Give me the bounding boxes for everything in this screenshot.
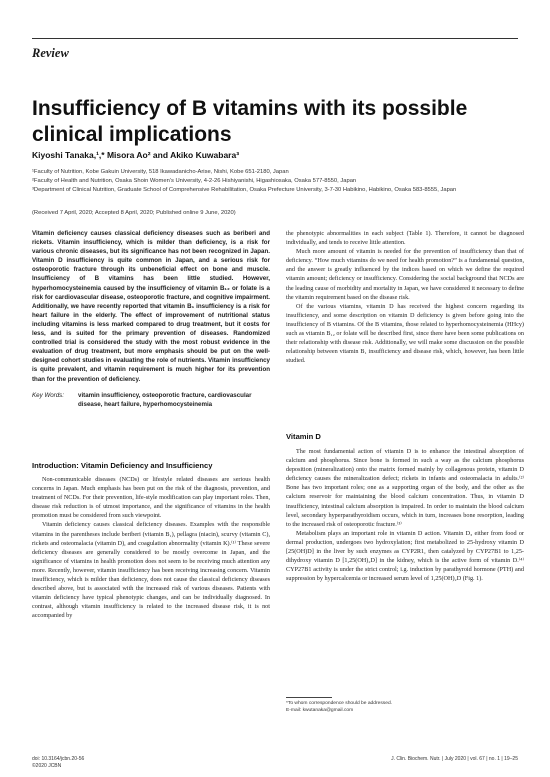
- vitamin-d-body: [286, 447, 524, 583]
- doi: doi: 10.3164/jcbn.20-56: [32, 756, 85, 762]
- paragraph: Metabolism plays an important role in vitamin D action. Vitamin D₃ either from food or dermal production, undergoes two hydroxylation; first metabolized to 25-hydroxy vitamin D [25(OH)D] in the liver by such enzymes as CYP2R1, then catalyzed by CYP27B1 to 1,25-dihydroxy vitamin D [1,25(OH)₂D] in the kidney, which is the active form of vitamin D.⁽⁴⁾ CYP27B1 activity is under the strict control; i.g. induction by parathyroid hormone (PTH) and suppression by hypercalcemia or increased serum level of 1,25(OH)₂D (Fig. 1).: [286, 529, 524, 583]
- header-rule: [32, 38, 518, 39]
- keywords-label: Key Words:: [32, 392, 64, 399]
- footer-left: [32, 756, 84, 770]
- affiliation-2: ²Faculty of Health and Nutrition, Osaka Shoin Women’s University, 4-2-26 Hishiyanishi, Higashiosaka, Osaka 577-8550, Japan: [32, 178, 357, 184]
- correspondence-note: *To whom correspondence should be addressed.: [286, 701, 393, 706]
- intro-heading: Introduction: Vitamin Deficiency and Insufficiency: [32, 461, 213, 470]
- footnote-rule: [286, 697, 332, 698]
- keywords-text: vitamin insufficiency, osteoporotic fracture, cardiovascular disease, heart failure, hyperhomocysteinemia: [78, 392, 252, 408]
- vitamin-d-heading: Vitamin D: [286, 432, 321, 441]
- paragraph: Non-communicable diseases (NCDs) or lifestyle related diseases are serious health concerns in Japan. Much emphasis has been put on the risk of the diagnosis, prevention, and treatment of NCDs. For their prevention, life-style modification can play important roles. Then, disease risk reduction is of utmost importance, and the significance of vitamins in the health promotion must be considered from such viewpoint.: [32, 476, 270, 520]
- affiliation-1: ¹Faculty of Nutrition, Kobe Gakuin University, 518 Ikawadanicho-Arise, Nishi, Kobe 651-2180, Japan: [32, 169, 289, 175]
- publication-dates: (Received 7 April, 2020; Accepted 8 April, 2020; Published online 9 June, 2020): [32, 210, 236, 216]
- footnote: [286, 700, 392, 714]
- paragraph: Much more amount of vitamin is needed for the prevention of insufficiency than that of deficiency. “How much vitamins do we need for health promotion?” is a fundamental question, and the answer is greatly influenced by the indices based on which we define the required vitamin amount; deficiency or insufficiency. Considering the social background that NCDs are the leading cause of morbidity and mortality in Japan, we have considered it necessary to define the vitamin requirement based on the disease risk.: [286, 248, 524, 301]
- footer-right: [391, 756, 518, 763]
- intro-body: [32, 475, 270, 621]
- keywords: [32, 391, 272, 409]
- email-note: E-mail: kwutanaka@gmail.com: [286, 708, 354, 713]
- abstract: Vitamin deficiency causes classical deficiency diseases such as beriberi and rickets. Vitamin insufficiency, which is milder than deficiency, is a risk for various chronic diseases, but its significance has not been recognized in Japan. Vitamin D insufficiency is quite common in Japan, and a serious risk for osteoporotic fracture through its unbeneficial effect on bone and muscle. Insufficiency of B vitamins has been little studied. However, hyperhomocysteinemia caused by the insufficiency of vitamin B₁₂ or folate is a risk for cardiovascular disease, osteoporotic fracture, and cognitive impairment. Additionally, we have recently reported that vitamin B₁ insufficiency is a risk for heart failure in the elderly. The effect of improvement of nutritional status including vitamins is less marked compared to drug treatment, but it costs for less, and is suited for the primary prevention of diseases. Randomized controlled trial is considered the study with the most robust evidence in the evaluation of drug treatment, but more emphasis should be put on the well-designed cohort studies in evaluating the role of nutrients. Vitamin insufficiency is quite prevalent, and vitamin requirement is much higher for its prevention than for the prevention of deficiency.: [32, 230, 270, 383]
- article-title: Insufficiency of B vitamins with its possible clinical implications: [32, 97, 468, 146]
- paragraph: Vitamin deficiency causes classical deficiency diseases. Examples with the responsible vitamins in the parentheses include beriberi (vitamin B₁), pellagra (niacin), scurvy (vitamin C), rickets and osteomalacia (vitamin D), and coagulation abnormality (vitamin K).⁽¹⁾ These severe deficiency diseases are generally considered to be mostly overcome in Japan, and the significance of vitamins in health promotion does not seem to be receiving much attention any more. Recently, however, vitamin insufficiency has been receiving increasing concern. Vitamin insufficiency, which is milder than deficiency, does not cause the classical deficiency diseases described above, but is associated with the increased risk of various diseases. Patients with vitamin deficiency have typical phenotypic changes, and can be individually diagnosed. In contrast, although vitamin insufficiency is related to the increased disease risk, it is not accompanied by: [32, 521, 270, 620]
- paragraph: The most fundamental action of vitamin D is to enhance the intestinal absorption of calcium and phosphorus. Since bone is formed in such a way as the calcium phosphorus deposition (mineralization) onto the matrix formed mainly by collagenous protein, vitamin D deficiency causes the mineralization defect; rickets in infants and osteomalacia in adults.⁽²⁾ Bone has two important roles; one as a supporting organ of the body, and the other as the calcium reservoir for maintaining the blood calcium concentration. Thus, in vitamin D insufficiency, intestinal calcium absorption is impaired. In order to maintain the blood calcium level, secondary hyperparathyroidism occurs, which in turn, increases bone resorption, leading to the increased risk of osteoporotic fracture.⁽³⁾: [286, 448, 524, 528]
- right-column-intro: [286, 229, 524, 365]
- author-list: Kiyoshi Tanaka,¹,* Misora Ao² and Akiko Kuwabara³: [32, 150, 240, 160]
- affiliation-3: ³Department of Clinical Nutrition, Graduate School of Comprehensive Rehabilitation, Osaka Prefecture University, 3-7-30 Habikino, Habikino, Osaka 583-8555, Japan: [32, 187, 457, 193]
- copyright: ©2020 JCBN: [32, 762, 62, 769]
- paragraph: the phenotypic abnormalities in each subject (Table 1). Therefore, it cannot be diagnosed individually, and tends to receive little attention.: [286, 230, 524, 247]
- journal-citation: J. Clin. Biochem. Nutr. | July 2020 | vol. 67 | no. 1 | 19–25: [391, 756, 518, 762]
- paragraph: Of the various vitamins, vitamin D has received the highest concern regarding its insufficiency, and some description on vitamin D deficiency is given before going into the insufficiency of B vitamins. Of the B vitamins, those related to hyperhomocysteinemia (HHcy) such as vitamin B₁₂ or folate will be described first, since there have been some publications on their relationship with disease risk. Additionally, we will make some discussion on the possible relationship between vitamin B₁ insufficiency and disease risk, which, however, has been little studied.: [286, 302, 524, 365]
- section-label: Review: [32, 46, 69, 60]
